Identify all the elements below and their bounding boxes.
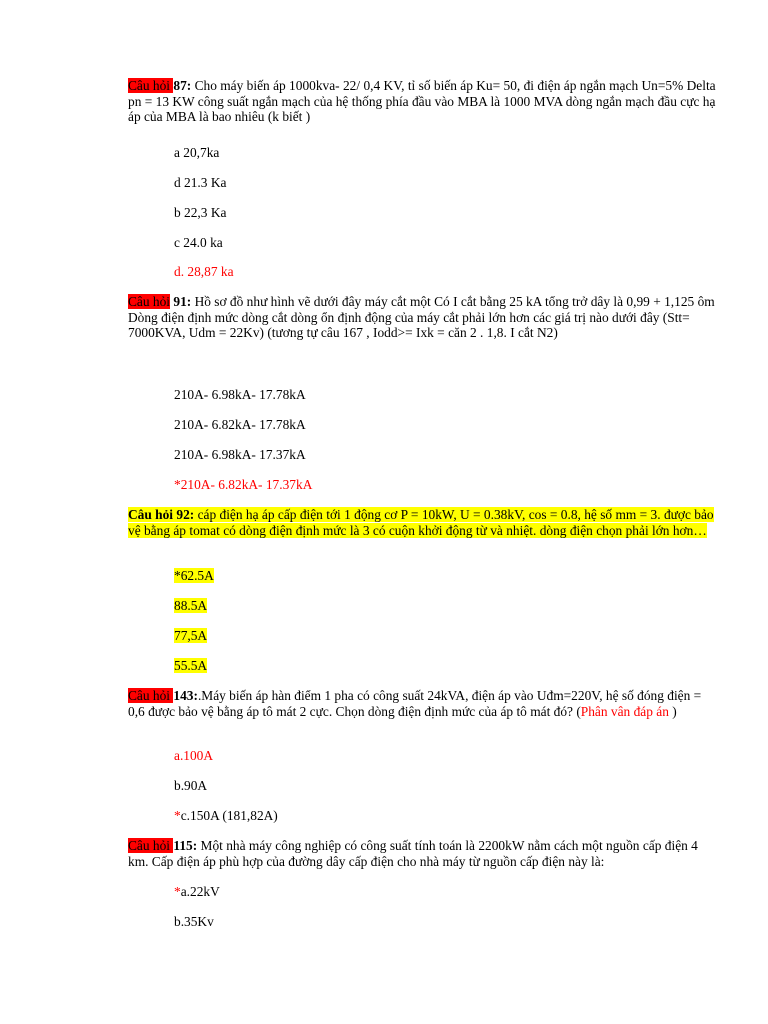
answer-option: *210A- 6.82kA- 17.37kA — [174, 477, 313, 492]
question-text: Một nhà máy công nghiệp có công suất tính toán là 2200kW nằm cách một nguồn cấp điện 4 km. Cấp điện áp phù hợp của đường dây cấp điện cho nhà máy từ nguồn cấp điện này là: — [128, 838, 698, 869]
question-text: .Máy biến áp hàn điểm 1 pha có công suất 24kVA, điện áp vào Uđm=220V, hệ số đóng điện = 0,6 được bảo vệ bằng áp tô mát 2 cực. Chọn dòng điện định mức của áp tô mát đó? ( — [128, 688, 702, 719]
option: b.90A — [174, 778, 208, 793]
question-92 — [128, 507, 718, 538]
question-number: 143: — [173, 688, 198, 703]
question-number: 92: — [173, 507, 195, 522]
question-text: Cho máy biến áp 1000kva- 22/ 0,4 KV, tỉ số biến áp Ku= 50, đi điện áp ngắn mạch Un=5% Delta pn = 13 KW công suất ngắn mạch của hệ thống phía đầu vào MBA là 1000 MVA dòng ngắn mạch đầu cực hạ áp của MBA là bao nhiêu (k biết ) — [128, 78, 716, 124]
question-label: Câu hỏi — [128, 838, 174, 853]
option: 210A- 6.98kA- 17.78kA — [174, 387, 306, 402]
answer-option: *a.22kV — [174, 884, 220, 899]
question-text: Hồ sơ đồ như hình vẽ dưới đây máy cắt một Có I cắt bằng 25 kA tổng trở dây là 0,99 + 1,125 ôm Dòng điện định mức dòng cắt dòng ổn định động của máy cắt phải lớn hơn các giá trị nào dưới đây (Stt= 7000KVA, Udm = 22Kv) (tương tự câu 167 , Iodd>= Ixk = căn 2 . 1,8. I cắt N2) — [128, 294, 715, 340]
option: b.35Kv — [174, 914, 214, 929]
question-number: 91: — [170, 294, 192, 309]
option: 55.5A — [174, 658, 208, 673]
question-143: Câu hỏi 143:.Máy biến áp hàn điểm 1 pha có công suất 24kVA, điện áp vào Uđm=220V, hệ số đóng điện = 0,6 được bảo vệ bằng áp tô mát 2 cực. Chọn dòng điện định mức của áp tô mát đó? (Phân vân đáp án ) — [128, 688, 702, 719]
option: *c.150A (181,82A) — [174, 808, 278, 823]
answer-option: *62.5A — [174, 568, 214, 583]
question-note: Phân vân đáp án — [580, 703, 669, 719]
question-label: Câu hỏi — [128, 688, 174, 703]
question-91 — [128, 294, 718, 341]
question-number: 115: — [173, 838, 198, 853]
question-label: Câu hỏi — [128, 78, 174, 93]
question-text: cáp điện hạ áp cấp điện tới 1 động cơ P = 10kW, U = 0.38kV, cos = 0.8, hệ số mm = 3. được bảo vệ bằng áp tomat có dòng điện định mức là 3 có cuộn khởi động từ và nhiệt. dòng điện chọn phải lớn hơn… — [128, 507, 714, 538]
option: 88.5A — [174, 598, 208, 613]
option: c 24.0 ka — [174, 235, 223, 250]
option: 77,5A — [174, 628, 208, 643]
answer-option: a.100A — [174, 748, 214, 763]
option: 210A- 6.82kA- 17.78kA — [174, 417, 306, 432]
question-number: 87: — [173, 78, 192, 93]
option: b 22,3 Ka — [174, 205, 227, 220]
option: 210A- 6.98kA- 17.37kA — [174, 447, 306, 462]
option: d 21.3 Ka — [174, 175, 227, 190]
option: a 20,7ka — [174, 145, 220, 160]
answer-option: d. 28,87 ka — [174, 264, 234, 279]
question-115 — [128, 838, 718, 869]
question-87 — [128, 78, 718, 125]
question-label: Câu hỏi — [128, 507, 174, 522]
question-label: Câu hỏi — [128, 294, 171, 309]
